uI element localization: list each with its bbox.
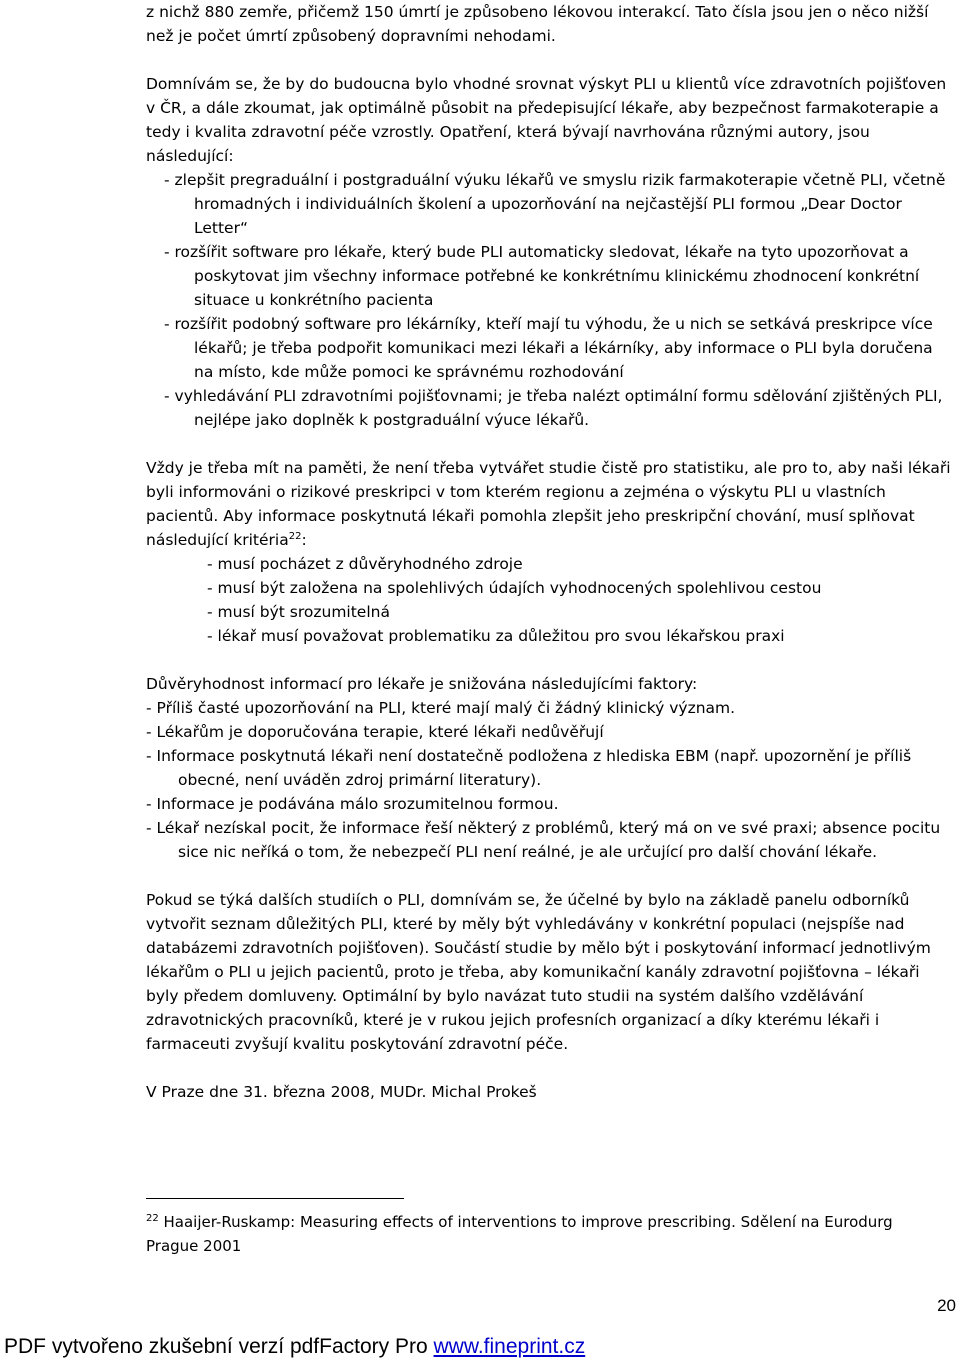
measures-paragraph: Domnívám se, že by do budoucna bylo vhodné srovnat výskyt PLI u klientů více zdravotních pojišťoven v ČR, a dále zkoumat, jak optimálně působit na předepisující lékaře, aby bezpečnost farmakoterapie a tedy i kvalita zdravotní péče vzrostly. Opatření, která bývají navrhována různými autory, jsou následující:	[146, 75, 947, 165]
list-item: - musí pocházet z důvěryhodného zdroje	[207, 555, 523, 573]
footnote-text: Haaijer-Ruskamp: Measuring effects of interventions to improve prescribing. Sdělení na Eurodurg Prague 2001	[146, 1213, 893, 1255]
criteria-list	[146, 552, 952, 648]
list-item: - Informace poskytnutá lékaři není dostatečně podložena z hlediska EBM (např. upozornění je příliš obecné, není uváděn zdroj primární literatury).	[146, 747, 912, 789]
document-body	[146, 0, 952, 1104]
list-item: - zlepšit pregraduální i postgraduální výuku lékařů ve smyslu rizik farmakoterapie včetně PLI, včetně hromadných i individuálních školení a upozorňování na nejčastější PLI formou „Dear Doctor Letter“	[164, 171, 946, 237]
list-item: - Příliš časté upozorňování na PLI, které mají malý či žádný klinický význam.	[146, 699, 736, 717]
page-number: 20	[937, 1296, 956, 1315]
criteria-text: Vždy je třeba mít na paměti, že není třeba vytvářet studie čistě pro statistiku, ale pro to, aby naši lékaři byli informováni o rizikové preskripci v tom kterém regionu a zejména o výskytu PLI u vlastních pacientů. Aby informace poskytnutá lékaři pomohla zlepšit jeho preskripční chování, musí splňovat následující kritéria	[146, 459, 951, 549]
trust-factors-paragraph: Důvěryhodnost informací pro lékaře je snižována následujícími faktory:	[146, 675, 698, 693]
footnote-divider	[146, 1198, 404, 1199]
measures-section	[146, 72, 952, 432]
list-item: - musí být založena na spolehlivých údajích vyhodnocených spolehlivou cestou	[207, 579, 822, 597]
footnote	[146, 1210, 946, 1258]
pdf-producer-footer	[4, 1333, 585, 1361]
list-item: - rozšířit podobný software pro lékárníky, kteří mají tu výhodu, že u nich se setkává preskripce více lékařů; je třeba podpořit komunikaci mezi lékaři a lékárníky, aby informace o PLI byla doručena na místo, kde může pomoci ke správnému rozhodování	[164, 315, 933, 381]
footnote-number: 22	[146, 1213, 159, 1224]
intro-paragraph: z nichž 880 zemře, přičemž 150 úmrtí je způsobeno lékovou interakcí. Tato čísla jsou jen o něco nižší než je počet úmrtí způsobený dopravními nehodami.	[146, 3, 929, 45]
footnote-reference: 22	[288, 530, 302, 542]
measures-list	[146, 168, 952, 432]
list-item: - vyhledávání PLI zdravotními pojišťovnami; je třeba nalézt optimální formu sdělování zjištěných PLI, nejlépe jako doplněk k postgraduální výuce lékařů.	[164, 387, 943, 429]
list-item: - lékař musí považovat problematiku za důležitou pro svou lékařskou praxi	[207, 627, 785, 645]
criteria-text-end: :	[301, 531, 307, 549]
criteria-paragraph	[146, 456, 952, 552]
trust-factors-list	[146, 696, 952, 864]
list-item: - Informace je podávána málo srozumitelnou formou.	[146, 795, 559, 813]
criteria-section	[146, 456, 952, 648]
producer-text: PDF vytvořeno zkušební verzí pdfFactory Pro	[4, 1335, 434, 1358]
list-item: - musí být srozumitelná	[207, 603, 390, 621]
list-item: - rozšířit software pro lékaře, který bude PLI automaticky sledovat, lékaře na tyto upozorňovat a poskytovat jim všechny informace potřebné ke konkrétnímu klinickému zhodnocení konkrétní situace u konkrétního pacienta	[164, 243, 920, 309]
list-item: - Lékařům je doporučována terapie, které lékaři nedůvěřují	[146, 723, 604, 741]
trust-factors-section	[146, 672, 952, 864]
list-item: - Lékař nezískal pocit, že informace řeší některý z problémů, který má on ve své praxi; absence pocitu sice nic neříká o tom, že nebezpečí PLI není reálné, je ale určující pro další chování lékaře.	[146, 819, 941, 861]
further-studies-paragraph: Pokud se týká dalších studiích o PLI, domnívám se, že účelné by bylo na základě panelu odborníků vytvořit seznam důležitých PLI, které by měly být vyhledávány v konkrétní populaci (nejspíše nad databázemi zdravotních pojišťoven). Součástí studie by mělo být i poskytování informací jednotlivým lékařům o PLI u jejich pacientů, proto je třeba, aby komunikační kanály zdravotní pojišťovna – lékaři byly předem domluveny. Optimální by bylo navázat tuto studii na systém dalšího vzdělávání zdravotnických pracovníků, které je v rukou jejich profesních organizací a díky kterému lékaři i farmaceuti zvyšují kvalitu poskytování zdravotní péče.	[146, 891, 931, 1053]
signature-line: V Praze dne 31. března 2008, MUDr. Michal Prokeš	[146, 1083, 537, 1101]
producer-link[interactable]: www.fineprint.cz	[433, 1335, 586, 1358]
